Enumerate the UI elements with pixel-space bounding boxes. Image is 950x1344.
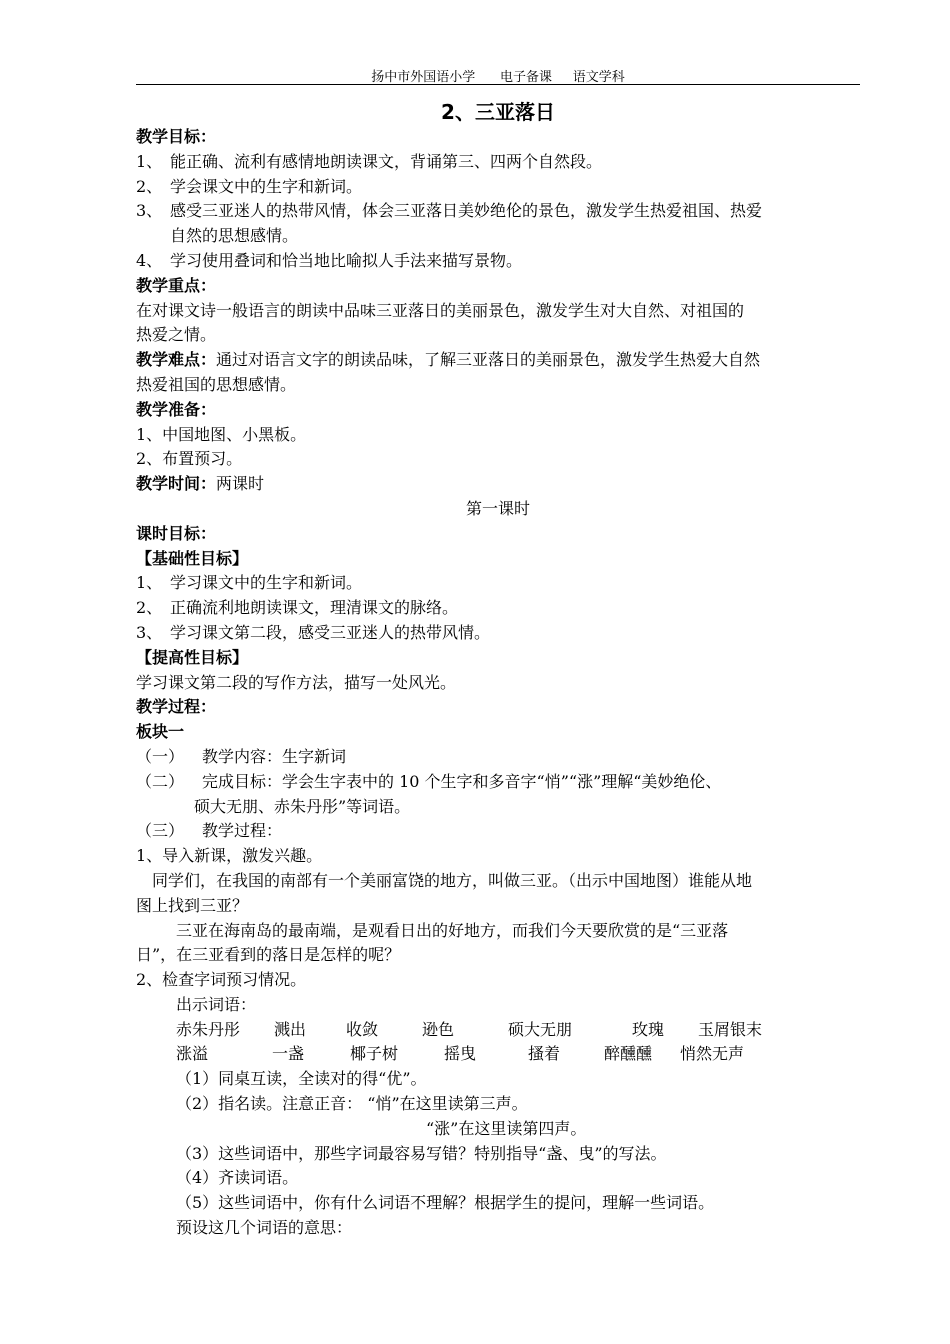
- vocab-word: 玉屑银末: [698, 1019, 763, 1039]
- teaching-time: 教学时间：两课时: [136, 474, 265, 494]
- advanced-goals-heading: 【提高性目标】: [136, 647, 249, 667]
- paragraph-line: 日”，在三亚看到的落日是怎样的呢？: [136, 945, 401, 965]
- basic-goal-item: 2、 正确流利地朗读课文，理清课文的脉络。: [136, 598, 459, 618]
- preparation-item: 2、布置预习。: [136, 449, 243, 469]
- page-header: 扬中市外国语小学 电子备课 语文学科: [371, 70, 625, 85]
- block-item-continued: 硕大无朋、赤朱丹彤”等词语。: [194, 796, 411, 816]
- document-body: [136, 125, 860, 1241]
- vocab-word: 搔着: [528, 1044, 561, 1064]
- vocab-word: 逊色: [422, 1019, 455, 1039]
- goal-item-continued: 自然的思想感情。: [170, 226, 299, 246]
- difficulty-heading: 教学难点：: [136, 350, 217, 370]
- difficulty-line: 教学难点：通过对语言文字的朗读品味，了解三亚落日的美丽景色，激发学生热爱大自然: [136, 350, 761, 370]
- vocab-word: 椰子树: [350, 1044, 399, 1064]
- block-item: （二） 完成目标：学会生字表中的 10 个生字和多音字“悄”“涨”理解“美妙绝伦、: [136, 771, 722, 791]
- block-item: （一） 教学内容：生字新词: [136, 746, 347, 766]
- difficulty-line: 热爱祖国的思想感情。: [136, 374, 297, 394]
- paragraph-line: 三亚在海南岛的最南端，是观看日出的好地方，而我们今天要欣赏的是“三亚落: [176, 920, 729, 940]
- paragraph-line: 图上找到三亚？: [136, 895, 249, 915]
- goal-item: 4、 学习使用叠词和恰当地比喻拟人手法来描写景物。: [136, 250, 523, 270]
- vocab-word: 一盏: [272, 1044, 305, 1064]
- lesson-title: 2、三亚落日: [441, 100, 555, 124]
- vocab-word: 涨溢: [176, 1044, 209, 1064]
- vocab-word: 溅出: [274, 1019, 307, 1039]
- step-heading: 1、导入新课，激发兴趣。: [136, 846, 323, 866]
- key-points-line: 在对课文诗一般语言的朗读中品味三亚落日的美丽景色，激发学生对大自然、对祖国的: [136, 300, 745, 320]
- vocab-word: 摇曳: [444, 1044, 477, 1064]
- vocab-word: 玫瑰: [632, 1019, 665, 1039]
- sub-step: （5）这些词语中，你有什么词语不理解？根据学生的提问，理解一些词语。: [176, 1193, 715, 1213]
- teaching-time-heading: 教学时间：: [136, 474, 217, 494]
- sub-step: （4）齐读词语。: [176, 1168, 299, 1188]
- block-heading: 板块一: [136, 722, 185, 742]
- lesson1-title: 第一课时: [465, 498, 530, 518]
- goal-item: 2、 学会课文中的生字和新词。: [136, 176, 363, 196]
- key-points-heading: 教学重点：: [136, 275, 217, 295]
- words-row: [136, 1018, 860, 1043]
- paragraph-line: 同学们，在我国的南部有一个美丽富饶的地方，叫做三亚。（出示中国地图）谁能从地: [152, 870, 753, 890]
- vocab-word: 硕大无朋: [508, 1019, 573, 1039]
- basic-goal-item: 3、 学习课文第二段，感受三亚迷人的热带风情。: [136, 622, 491, 642]
- preparation-item: 1、中国地图、小黑板。: [136, 424, 307, 444]
- basic-goals-heading: 【基础性目标】: [136, 548, 249, 568]
- process-heading: 教学过程：: [136, 697, 217, 717]
- goal-item: 1、 能正确、流利有感情地朗读课文，背诵第三、四两个自然段。: [136, 151, 603, 171]
- words-row: [136, 1042, 860, 1067]
- advanced-goal-text: 学习课文第二段的写作方法，描写一处风光。: [136, 672, 457, 692]
- goals-heading: 教学目标：: [136, 127, 217, 146]
- sub-step: （2）指名读。注意正音： “悄”在这里读第三声。: [176, 1094, 528, 1114]
- header-rule: [136, 84, 860, 85]
- sub-step: （1）同桌互读，全读对的得“优”。: [176, 1069, 427, 1089]
- block-item: （三） 教学过程：: [136, 821, 283, 841]
- preset-line: 预设这几个词语的意思：: [176, 1218, 353, 1238]
- vocab-word: 醉醺醺: [604, 1044, 653, 1064]
- preparation-heading: 教学准备：: [136, 399, 217, 419]
- sub-step-continued: “涨”在这里读第四声。: [426, 1118, 587, 1138]
- vocab-word: 收敛: [346, 1019, 379, 1039]
- vocab-word: 赤朱丹彤: [176, 1019, 241, 1039]
- show-words-label: 出示词语：: [176, 994, 257, 1014]
- sub-step: （3）这些词语中，那些字词最容易写错？特别指导“盏、曳”的写法。: [176, 1143, 667, 1163]
- goal-item: 3、 感受三亚迷人的热带风情，体会三亚落日美妙绝伦的景色，激发学生热爱祖国、热爱: [136, 201, 763, 221]
- step-heading: 2、检查字词预习情况。: [136, 970, 307, 990]
- key-points-line: 热爱之情。: [136, 325, 217, 345]
- vocab-word: 悄然无声: [680, 1044, 745, 1064]
- basic-goal-item: 1、 学习课文中的生字和新词。: [136, 573, 363, 593]
- lesson-goals-heading: 课时目标：: [136, 523, 217, 543]
